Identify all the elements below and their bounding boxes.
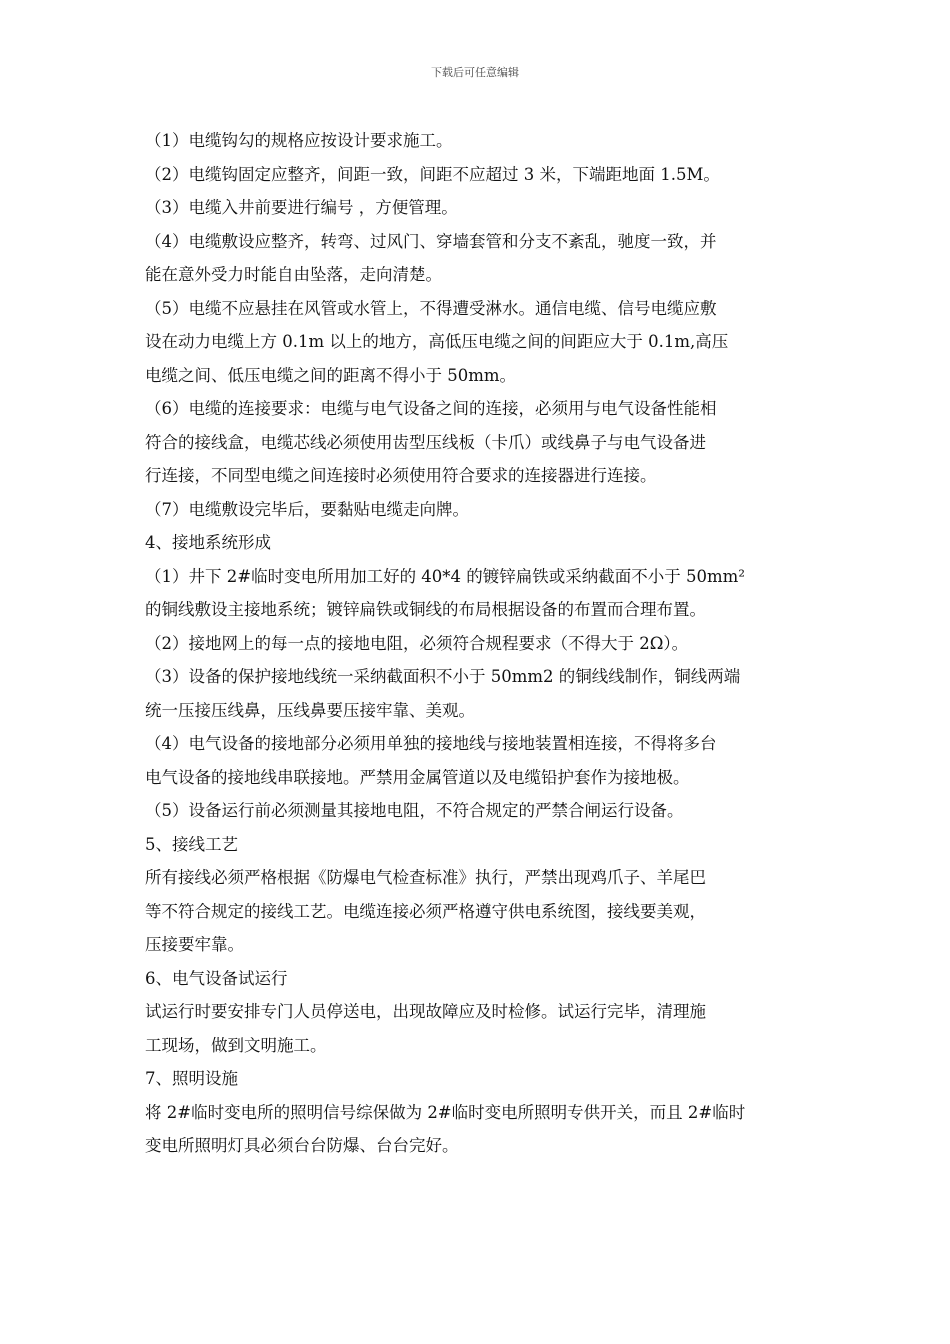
section-heading: 5、接线工艺 (145, 834, 238, 854)
text-line: 所有接线必须严格根据《防爆电气检查标准》执行，严禁出现鸡爪子、羊尾巴 (145, 868, 706, 887)
text-line: 等不符合规定的接线工艺。电缆连接必须严格遵守供电系统图，接线要美观， (145, 901, 706, 921)
text-line: 电缆之间、低压电缆之间的距离不得小于 50mm。 (145, 365, 517, 385)
text-line: （1）电缆钩勾的规格应按设计要求施工。 (145, 131, 453, 150)
text-line: 的铜线敷设主接地系统；镀锌扁铁或铜线的布局根据设备的布置而合理布置。 (145, 600, 706, 619)
text-line: 电气设备的接地线串联接地。严禁用金属管道以及电缆铅护套作为接地极。 (145, 767, 690, 787)
section-heading: 4、接地系统形成 (145, 533, 271, 552)
text-line: （4）电缆敷设应整齐，转弯、过风门、穿墙套管和分支不紊乱，驰度一致，并 (145, 231, 717, 251)
text-line: （7）电缆敷设完毕后，要黏贴电缆走向牌。 (145, 499, 469, 519)
text-line: 试运行时要安排专门人员停送电，出现故障应及时检修。试运行完毕，清理施 (145, 1002, 706, 1021)
text-line: （1）井下 2#临时变电所用加工好的 40*4 的镀锌扁铁或采纳截面不小于 50mm² (145, 566, 745, 586)
text-line: 工现场，做到文明施工。 (145, 1035, 327, 1055)
text-line: 能在意外受力时能自由坠落，走向清楚。 (145, 265, 442, 284)
text-line: 行连接，不同型电缆之间连接时必须使用符合要求的连接器进行连接。 (145, 466, 657, 485)
text-line: （5）电缆不应悬挂在风管或水管上，不得遭受淋水。通信电缆、信号电缆应敷 (145, 298, 717, 318)
text-line: （3）设备的保护接地线统一采纳截面积不小于 50mm2 的铜线线制作，铜线两端 (145, 667, 741, 686)
text-line: （2）接地网上的每一点的接地电阻，必须符合规程要求（不得大于 2Ω）。 (145, 633, 689, 653)
text-line: 设在动力电缆上方 0.1m 以上的地方，高低压电缆之间的间距应大于 0.1m,高压 (145, 332, 729, 351)
text-line: （4）电气设备的接地部分必须用单独的接地线与接地装置相连接，不得将多台 (145, 734, 717, 753)
text-line: （5）设备运行前必须测量其接地电阻，不符合规定的严禁合闸运行设备。 (145, 801, 684, 820)
text-line: 符合的接线盒，电缆芯线必须使用齿型压线板（卡爪）或线鼻子与电气设备进 (145, 432, 706, 452)
section-heading: 7、照明设施 (145, 1069, 238, 1088)
text-line: 变电所照明灯具必须台台防爆、台台完好。 (145, 1136, 459, 1155)
text-line: 统一压接压线鼻，压线鼻要压接牢靠、美观。 (145, 700, 475, 720)
document-body (145, 124, 810, 1163)
section-heading: 6、电气设备试运行 (145, 968, 288, 988)
text-line: （6）电缆的连接要求：电缆与电气设备之间的连接，必须用与电气设备性能相 (145, 399, 717, 418)
text-line: 压接要牢靠。 (145, 935, 244, 954)
text-line: （2）电缆钩固定应整齐，间距一致，间距不应超过 3 米，下端距地面 1.5M。 (145, 164, 720, 184)
page-header: 下载后可任意编辑 (431, 66, 519, 79)
text-line: （3）电缆入井前要进行编号 ，方便管理。 (145, 198, 458, 217)
text-line: 将 2#临时变电所的照明信号综保做为 2#临时变电所照明专供开关，而且 2#临时 (145, 1102, 746, 1122)
